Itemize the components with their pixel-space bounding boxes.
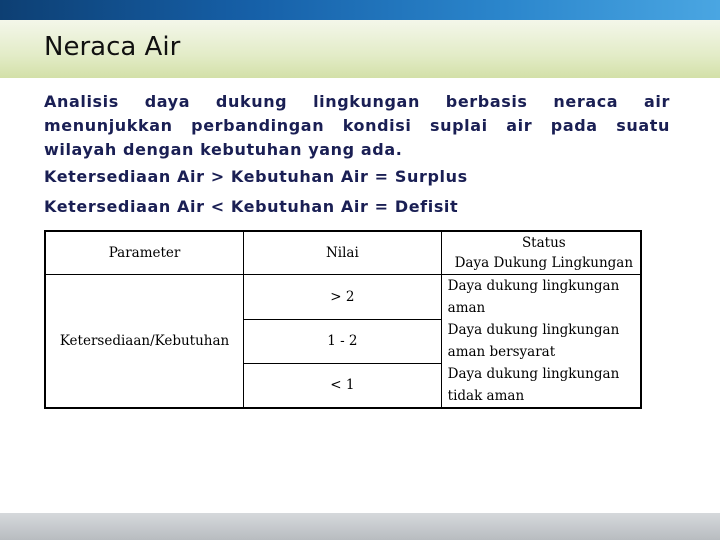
header-parameter: Parameter <box>45 231 244 275</box>
status-cell: Daya dukung lingkungan tidak aman <box>447 366 620 404</box>
header-status-line2: Daya Dukung Lingkungan <box>454 255 634 271</box>
nilai-cell: > 2 <box>244 275 442 320</box>
status-cell: Daya dukung lingkungan aman bersyarat <box>447 322 620 360</box>
surplus-rule: Ketersediaan Air > Kebutuhan Air = Surplus <box>44 167 468 186</box>
slide-body <box>44 90 670 222</box>
nilai-cell: 1 - 2 <box>244 319 442 363</box>
header-status-line1: Status <box>521 235 566 251</box>
header-status <box>441 231 641 275</box>
table-row <box>45 275 641 320</box>
nilai-cell: < 1 <box>244 363 442 408</box>
parameter-cell: Ketersediaan/Kebutuhan <box>45 275 244 409</box>
header-nilai: Nilai <box>244 231 442 275</box>
top-decorative-band <box>0 0 720 20</box>
bottom-decorative-band <box>0 513 720 540</box>
deficit-rule: Ketersediaan Air < Kebutuhan Air = Defisit <box>44 197 459 216</box>
carrying-capacity-table <box>44 230 642 409</box>
slide-title: Neraca Air <box>44 32 181 62</box>
intro-paragraph: Analisis daya dukung lingkungan berbasis neraca air menunjukkan perbandingan kondisi suplai air pada suatu wilayah dengan kebutuhan yang ada. <box>44 92 670 159</box>
table-header-row <box>45 231 641 275</box>
status-cell: Daya dukung lingkungan aman <box>447 278 620 316</box>
